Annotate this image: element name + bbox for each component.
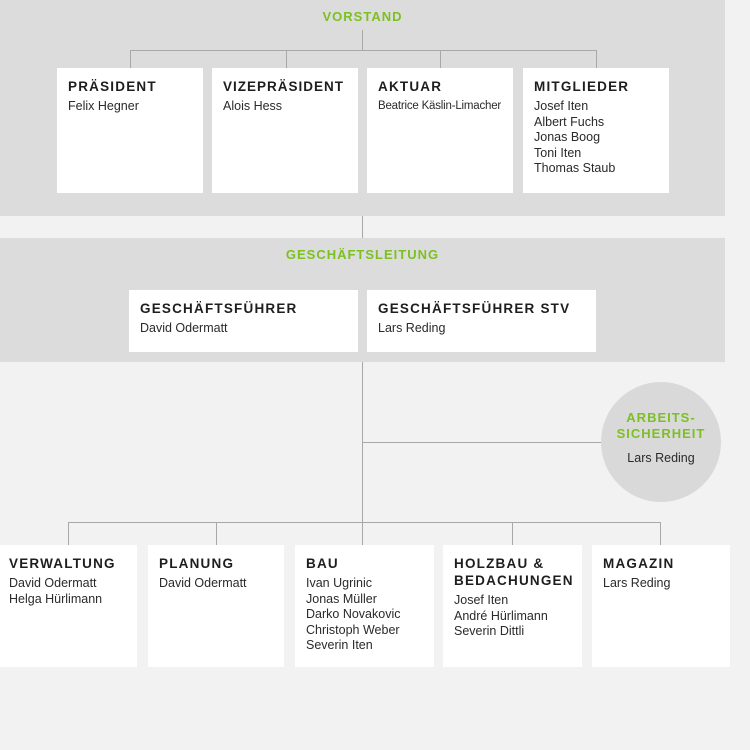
card-title: HOLZBAU & BEDACHUNGEN (454, 556, 574, 588)
person-name: Jonas Müller (306, 591, 377, 606)
card-title: AKTUAR (378, 79, 443, 94)
connector-line (512, 522, 513, 545)
person-name: André Hürlimann (454, 608, 548, 623)
vorstand-title: VORSTAND (322, 9, 403, 24)
person-name: David Odermatt (9, 576, 97, 590)
connector-line (362, 362, 363, 545)
person-name: Lars Reding (378, 321, 446, 335)
person-name: Albert Fuchs (534, 114, 605, 129)
card-holzbau-bedachungen (443, 545, 582, 667)
connector-line (68, 522, 69, 545)
person-name: Christoph Weber (306, 622, 400, 637)
connector-line (130, 50, 131, 68)
person-name: Thomas Staub (534, 161, 616, 175)
person-name: Josef Iten (454, 593, 509, 607)
person-name: Lars Reding (627, 451, 695, 465)
card-verwaltung (0, 545, 137, 667)
person-name: Toni Iten (534, 145, 582, 160)
card-geschaeftsfuehrer (129, 290, 358, 352)
connector-line (362, 442, 602, 443)
connector-line (362, 216, 363, 238)
person-name: David Odermatt (159, 576, 247, 590)
person-name: Helga Hürlimann (9, 591, 103, 606)
card-planung (148, 545, 284, 667)
person-name: Jonas Boog (534, 130, 601, 144)
connector-line (440, 50, 441, 68)
person-name: Josef Iten (534, 99, 589, 113)
card-title: MAGAZIN (603, 556, 675, 571)
person-name: Felix Hegner (68, 99, 139, 113)
card-title: GESCHÄFTSFÜHRER STV (378, 301, 571, 316)
person-name: Darko Novakovic (306, 607, 401, 621)
card-title: BAU (306, 556, 339, 571)
person-name: Beatrice Käslin-Limacher (378, 100, 502, 112)
card-title: VERWALTUNG (9, 556, 116, 571)
card-title: PRÄSIDENT (68, 79, 157, 94)
card-magazin (592, 545, 730, 667)
card-title: PLANUNG (159, 556, 235, 571)
person-name: Severin Iten (306, 638, 373, 652)
card-title: GESCHÄFTSFÜHRER (140, 301, 298, 316)
geschaeftsleitung-title: GESCHÄFTSLEITUNG (285, 247, 440, 262)
card-mitglieder (523, 68, 669, 193)
card-praesident (57, 68, 203, 193)
person-name: Severin Dittli (454, 624, 525, 638)
person-name: Alois Hess (223, 99, 283, 113)
card-title: MITGLIEDER (534, 79, 630, 94)
connector-line (216, 522, 217, 545)
card-bau (295, 545, 434, 667)
card-aktuar (367, 68, 513, 193)
connector-line (68, 522, 661, 523)
person-name: Lars Reding (603, 576, 671, 590)
person-name: Ivan Ugrinic (306, 576, 372, 590)
connector-line (362, 30, 363, 51)
connector-line (130, 50, 597, 51)
person-name: David Odermatt (140, 321, 228, 335)
connector-line (660, 522, 661, 545)
connector-line (596, 50, 597, 68)
arbeitssicherheit-circle (601, 382, 721, 502)
card-geschaeftsfuehrer-stv (367, 290, 596, 352)
card-vizepraesident (212, 68, 358, 193)
connector-line (286, 50, 287, 68)
circle-title: ARBEITS- SICHERHEIT (616, 410, 706, 441)
card-title: VIZEPRÄSIDENT (223, 79, 345, 94)
